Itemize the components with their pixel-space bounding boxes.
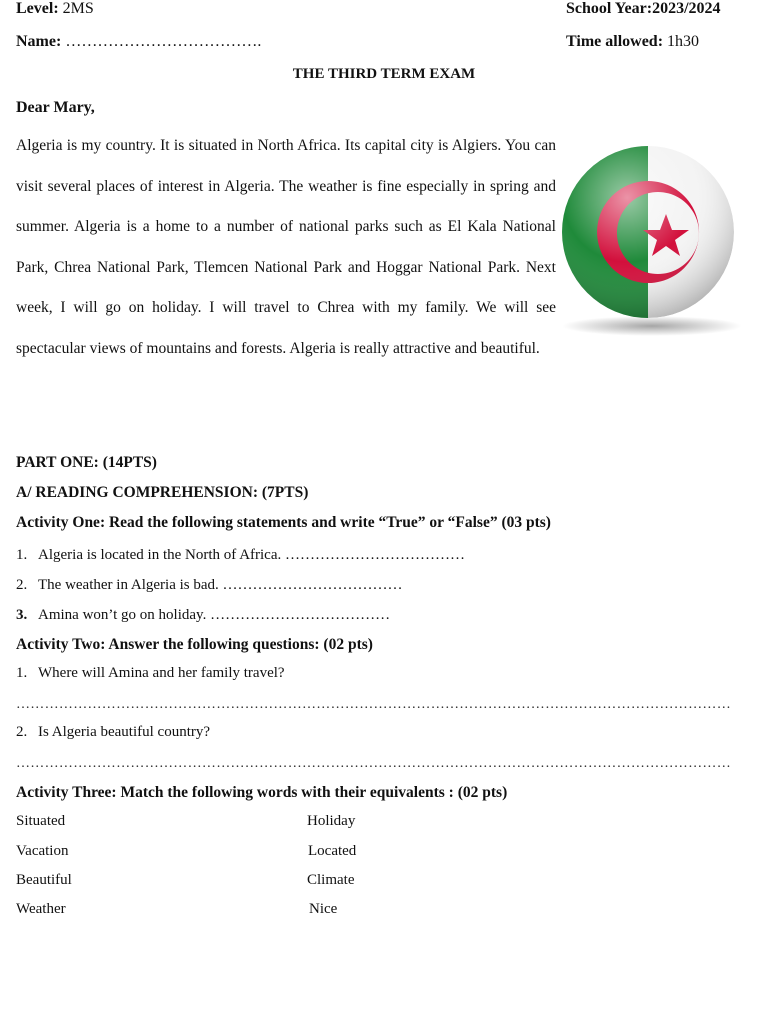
match-word-right: Located: [308, 843, 357, 859]
list-item: 2. Is Algeria beautiful country?: [16, 724, 211, 740]
match-word-right: Holiday: [307, 813, 356, 829]
time-label: Time allowed:: [566, 33, 664, 50]
match-word-left: Situated: [16, 813, 66, 829]
answer-line: ……………………………………………………………………………………………………………………………………: [16, 697, 731, 712]
name-line: [16, 33, 261, 51]
activity-two-title: Activity Two: Answer the following questions: (02 pts): [16, 636, 373, 653]
school-year: School Year:2023/2024: [566, 0, 721, 17]
letter-body: Algeria is my country. It is situated in North Africa. Its capital city is Algiers. You can visit several places of interest in Algeria. The weather is fine especially in spring and summer. Algeria is a home to a number of national parks such as El Kala National Park, Chrea National Park, Tlemcen National Park and Hoggar National Park. Next week, I will go on holiday. I will travel to Chrea with my family. We will see spectacular views of mountains and forests. Algeria is really attractive and beautiful.: [16, 137, 556, 357]
match-word-right: Climate: [307, 872, 355, 888]
activity-one-title: Activity One: Read the following statements and write “True” or “False” (03 pts): [16, 514, 551, 531]
time-value: 1h30: [667, 33, 700, 50]
activity-three-title: Activity Three: Match the following words with their equivalents : (02 pts): [16, 784, 508, 801]
algeria-flag-icon: [556, 138, 752, 338]
level-value: 2MS: [62, 0, 94, 17]
part-one-heading: PART ONE: (14PTS): [16, 454, 157, 471]
name-dots: ……………………………….: [65, 33, 262, 50]
match-word-left: Vacation: [16, 843, 69, 859]
list-item: 1. Algeria is located in the North of Africa. ………………………………: [16, 547, 466, 563]
time-allowed: [566, 33, 699, 51]
list-item: 2. The weather in Algeria is bad. ………………………………: [16, 577, 403, 593]
level-label: Level:: [16, 0, 59, 17]
reading-heading: A/ READING COMPREHENSION: (7PTS): [16, 484, 309, 501]
list-item: 1. Where will Amina and her family travel?: [16, 665, 285, 681]
exam-title: THE THIRD TERM EXAM: [292, 66, 476, 82]
match-word-right: Nice: [309, 901, 338, 917]
letter-greeting: Dear Mary,: [16, 99, 95, 116]
match-word-left: Weather: [16, 901, 66, 917]
name-label: Name:: [16, 33, 62, 50]
answer-line: ……………………………………………………………………………………………………………………………………: [16, 756, 731, 771]
match-word-left: Beautiful: [16, 872, 72, 888]
level-line: [16, 0, 94, 18]
list-item: 3. Amina won’t go on holiday. ………………………………: [16, 607, 391, 623]
